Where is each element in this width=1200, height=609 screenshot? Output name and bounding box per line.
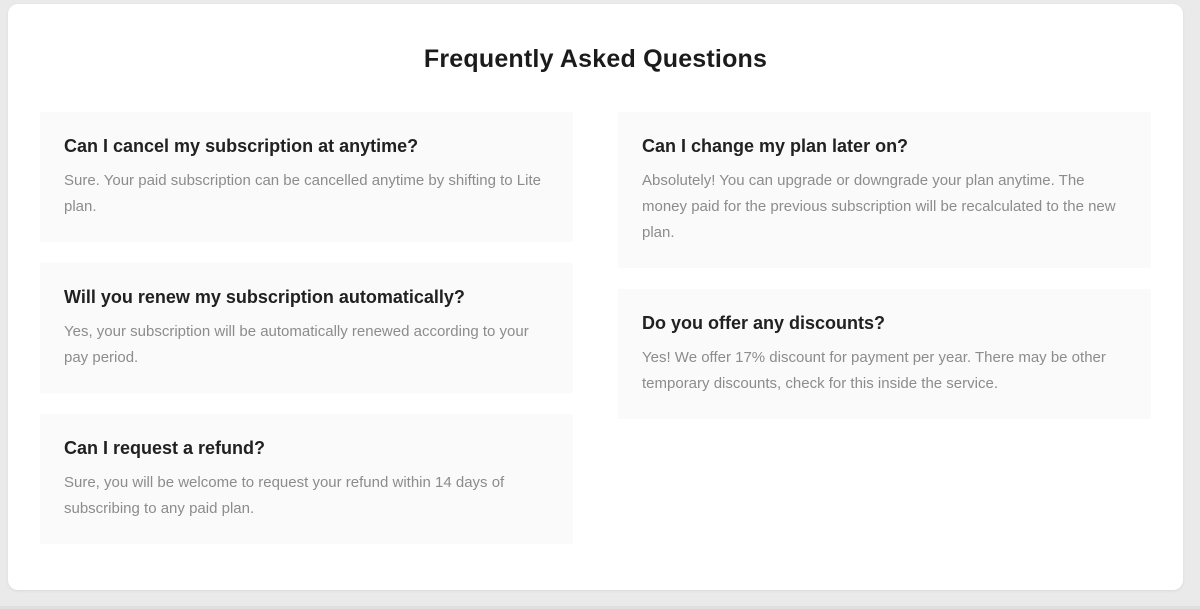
- faq-answer: Sure, you will be welcome to request your refund within 14 days of subscribing to any paid plan.: [64, 474, 505, 517]
- faq-card-change-plan: [618, 112, 1151, 268]
- faq-card-cancel-subscription: [40, 112, 573, 242]
- faq-answer: Yes, your subscription will be automatically renewed according to your pay period.: [64, 323, 529, 366]
- faq-answer: Yes! We offer 17% discount for payment per year. There may be other temporary discounts, check for this inside the service.: [642, 349, 1106, 392]
- faq-panel: [8, 4, 1183, 590]
- faq-card-refund: [40, 414, 573, 544]
- faq-question: Do you offer any discounts?: [642, 313, 886, 333]
- page-title: Frequently Asked Questions: [423, 45, 768, 73]
- faq-card-discounts: [618, 289, 1151, 419]
- faq-question: Can I cancel my subscription at anytime?: [64, 136, 419, 156]
- faq-card-auto-renew: [40, 263, 573, 393]
- faq-column-left: [40, 112, 573, 544]
- faq-question: Can I change my plan later on?: [642, 136, 909, 156]
- faq-answer: Sure. Your paid subscription can be cancelled anytime by shifting to Lite plan.: [64, 172, 541, 215]
- faq-column-right: [618, 112, 1151, 544]
- faq-columns: [8, 112, 1183, 544]
- faq-question: Will you renew my subscription automatically?: [64, 287, 465, 307]
- faq-question: Can I request a refund?: [64, 438, 266, 458]
- faq-answer: Absolutely! You can upgrade or downgrade your plan anytime. The money paid for the previous subscription will be recalculated to the new plan.: [642, 172, 1116, 241]
